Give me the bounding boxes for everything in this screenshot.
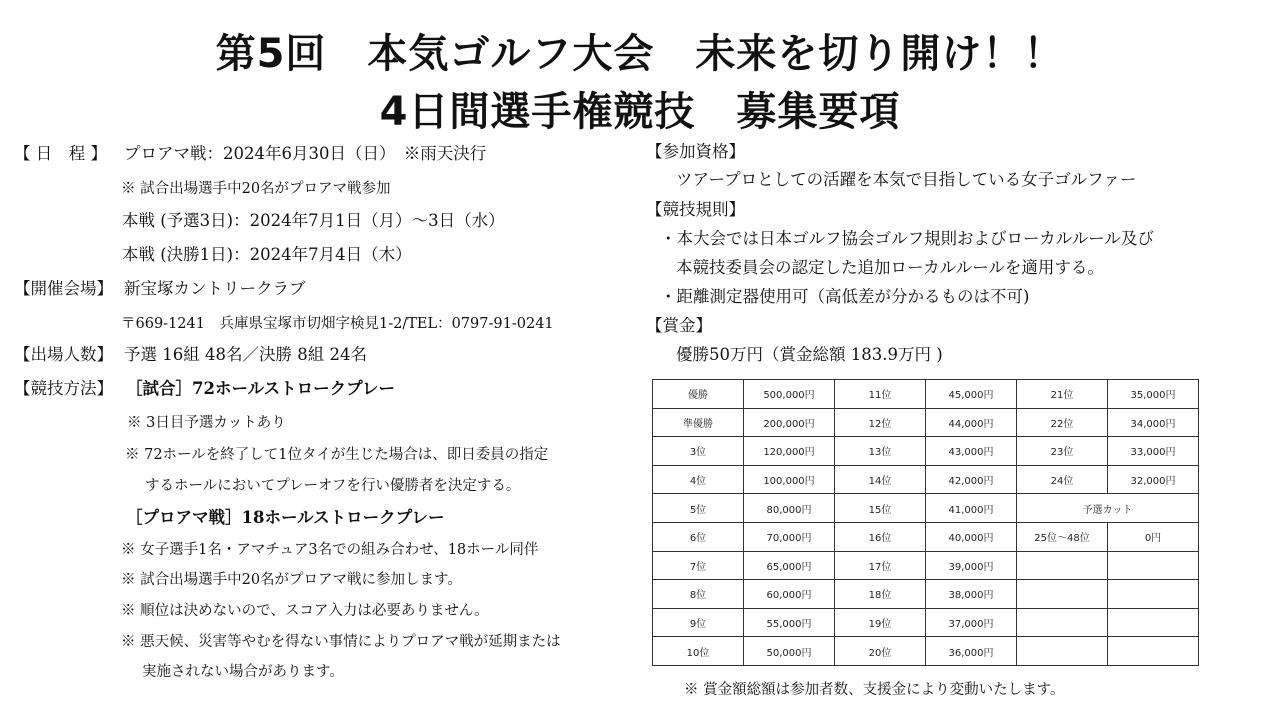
document-title-line1: 第5回 本気ゴルフ大会 未来を切り開け！！	[215, 31, 1065, 77]
schedule-note: ※ 試合出場選手中20名がプロアマ戦参加	[121, 181, 391, 197]
prize-amount-cell: 42,000円	[926, 465, 1017, 494]
prize-rank-cell: 25位～48位	[1017, 522, 1108, 551]
prize-amount-cell: 44,000円	[926, 408, 1017, 437]
eligibility-text: ツアープロとしての活躍を本気で目指している女子ゴルファー	[676, 170, 1137, 189]
method-note-playoff-cont: するホールにおいてプレーオフを行い優勝者を決定する。	[145, 478, 521, 494]
prize-amount-cell: 39,000円	[926, 551, 1017, 580]
prize-text: 優勝50万円（賞金総額 183.9万円 )	[676, 345, 943, 364]
method-main: ［試合］72ホールストロークプレー	[126, 379, 395, 398]
prize-rank-cell: 19位	[835, 608, 926, 637]
prize-amount-cell: 33,000円	[1108, 437, 1199, 466]
prize-table-row	[653, 408, 1199, 437]
proam-note-players: ※ 試合出場選手中20名がプロアマ戦に参加します。	[121, 572, 462, 588]
prize-amount-cell: 41,000円	[926, 494, 1017, 523]
prize-rank-cell: 優勝	[653, 380, 744, 409]
venue-name: 新宝塚カントリークラブ	[124, 279, 306, 298]
prize-table-row	[653, 437, 1199, 466]
rules-label: 【競技規則】	[646, 200, 745, 219]
eligibility-label: 【参加資格】	[646, 142, 745, 161]
prize-rank-cell: 23位	[1017, 437, 1108, 466]
prize-amount-cell: 32,000円	[1108, 465, 1199, 494]
proam-note-weather-cont: 実施されない場合があります。	[142, 664, 344, 680]
schedule-prelim: 本戦 (予選3日)：2024年7月1日（月）～3日（水）	[122, 211, 505, 230]
prize-rank-cell: 20位	[835, 637, 926, 666]
prize-rank-cell: 5位	[653, 494, 744, 523]
schedule-label: 【 日 程 】	[14, 144, 107, 163]
rules-text-2: ・距離測定器使用可（高低差が分かるものは不可)	[660, 287, 1030, 306]
entrants-label: 【出場人数】	[14, 345, 113, 364]
prize-amount-cell: 120,000円	[744, 437, 835, 466]
entrants-value: 予選 16組 48名／決勝 8組 24名	[124, 345, 367, 364]
prize-table-row	[653, 637, 1199, 666]
prize-table-row	[653, 551, 1199, 580]
prize-amount-cell: 35,000円	[1108, 380, 1199, 409]
prize-rank-cell: 14位	[835, 465, 926, 494]
prize-empty-cell	[1108, 608, 1199, 637]
prize-empty-cell	[1017, 608, 1108, 637]
prize-amount-cell: 37,000円	[926, 608, 1017, 637]
prize-amount-cell: 100,000円	[744, 465, 835, 494]
prize-table-row	[653, 522, 1199, 551]
prize-amount-cell: 500,000円	[744, 380, 835, 409]
prize-rank-cell: 6位	[653, 522, 744, 551]
method-label: 【競技方法】	[14, 379, 113, 398]
prize-rank-cell: 3位	[653, 437, 744, 466]
prize-rank-cell: 13位	[835, 437, 926, 466]
prize-rank-cell: 9位	[653, 608, 744, 637]
prize-rank-cell: 準優勝	[653, 408, 744, 437]
prize-rank-cell: 22位	[1017, 408, 1108, 437]
prize-rank-cell: 16位	[835, 522, 926, 551]
prize-cut-cell: 予選カット	[1017, 494, 1199, 523]
proam-note-weather: ※ 悪天候、災害等やむを得ない事情によりプロアマ戦が延期または	[121, 634, 561, 650]
prize-rank-cell: 15位	[835, 494, 926, 523]
prize-amount-cell: 70,000円	[744, 522, 835, 551]
proam-note-score: ※ 順位は決めないので、スコア入力は必要ありません。	[121, 603, 489, 619]
prize-rank-cell: 24位	[1017, 465, 1108, 494]
prize-table-row	[653, 580, 1199, 609]
venue-label: 【開催会場】	[14, 279, 113, 298]
prize-amount-cell: 43,000円	[926, 437, 1017, 466]
prize-empty-cell	[1108, 580, 1199, 609]
prize-amount-cell: 55,000円	[744, 608, 835, 637]
method-note-playoff: ※ 72ホールを終了して1位タイが生じた場合は、即日委員の指定	[125, 447, 549, 463]
prize-rank-cell: 18位	[835, 580, 926, 609]
prize-rank-cell: 4位	[653, 465, 744, 494]
prize-table-row	[653, 380, 1199, 409]
schedule-proam: プロアマ戦：2024年6月30日（日） ※雨天決行	[124, 144, 487, 163]
prize-empty-cell	[1017, 637, 1108, 666]
prize-rank-cell: 7位	[653, 551, 744, 580]
method-note-cut: ※ 3日目予選カットあり	[127, 415, 286, 431]
prize-amount-cell: 50,000円	[744, 637, 835, 666]
schedule-final: 本戦 (決勝1日)：2024年7月4日（木）	[122, 245, 412, 264]
prize-table-row	[653, 465, 1199, 494]
prize-rank-cell: 17位	[835, 551, 926, 580]
prize-rank-cell: 21位	[1017, 380, 1108, 409]
proam-note-groups: ※ 女子選手1名・アマチュア3名での組み合わせ、18ホール同伴	[121, 542, 539, 558]
rules-text-1: ・本大会では日本ゴルフ協会ゴルフ規則およびローカルルール及び	[660, 229, 1154, 248]
prize-empty-cell	[1017, 551, 1108, 580]
prize-rank-cell: 11位	[835, 380, 926, 409]
prize-table-row	[653, 494, 1199, 523]
prize-rank-cell: 8位	[653, 580, 744, 609]
prize-label: 【賞金】	[646, 316, 712, 335]
rules-text-1-cont: 本競技委員会の認定した追加ローカルルールを適用する。	[676, 258, 1104, 277]
prize-amount-cell: 60,000円	[744, 580, 835, 609]
prize-amount-cell: 80,000円	[744, 494, 835, 523]
prize-amount-cell: 40,000円	[926, 522, 1017, 551]
document-title-line2: 4日間選手権競技 募集要項	[379, 89, 901, 135]
prize-amount-cell: 200,000円	[744, 408, 835, 437]
prize-note: ※ 賞金額総額は参加者数、支援金により変動いたします。	[684, 682, 1065, 698]
prize-empty-cell	[1108, 637, 1199, 666]
prize-amount-cell: 0円	[1108, 522, 1199, 551]
venue-address: 〒669-1241 兵庫県宝塚市切畑字検見1-2/TEL：0797-91-0241	[121, 316, 554, 332]
prize-amount-cell: 34,000円	[1108, 408, 1199, 437]
prize-empty-cell	[1108, 551, 1199, 580]
prize-amount-cell: 65,000円	[744, 551, 835, 580]
prize-table-row	[653, 608, 1199, 637]
prize-empty-cell	[1017, 580, 1108, 609]
prize-amount-cell: 36,000円	[926, 637, 1017, 666]
prize-amount-cell: 45,000円	[926, 380, 1017, 409]
proam-heading: ［プロアマ戦］18ホールストロークプレー	[126, 508, 445, 527]
prize-amount-cell: 38,000円	[926, 580, 1017, 609]
prize-rank-cell: 10位	[653, 637, 744, 666]
prize-table	[652, 379, 1199, 666]
prize-rank-cell: 12位	[835, 408, 926, 437]
